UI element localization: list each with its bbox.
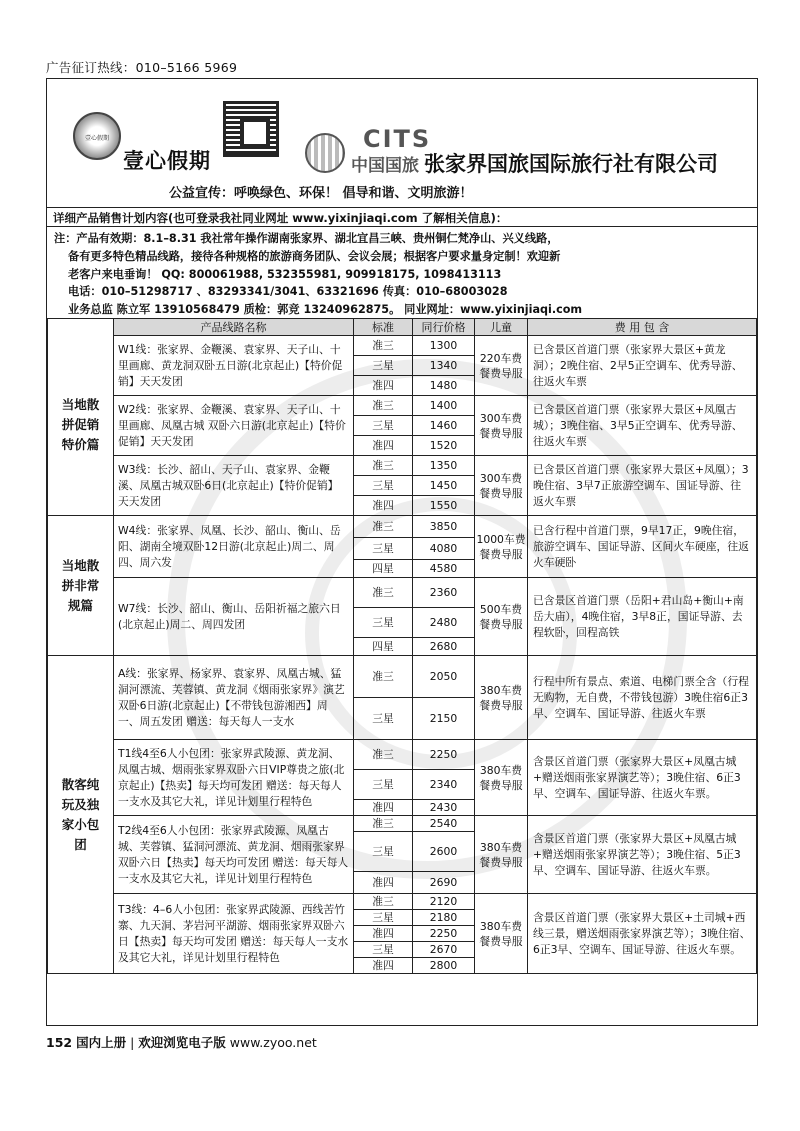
price-cell: 2250 — [413, 740, 475, 770]
table-row — [48, 740, 757, 770]
fees-cell: 已含景区首道门票（张家界大景区+黄龙洞）；2晚住宿、2早5正空调车、优秀导游、往返火车票 — [528, 336, 757, 396]
qr-code-icon — [223, 101, 279, 157]
col-child: 儿童 — [475, 319, 528, 336]
category-cell: 当地散拼非常规篇 — [48, 516, 114, 656]
price-cell: 2800 — [413, 958, 475, 974]
std-cell: 三星 — [354, 538, 413, 560]
route-cell: T3线：4–6人小包团：张家界武陵源、西线苦竹寨、九天洞、茅岩河平湖游、烟雨张家界双卧六日【热卖】每天均可发团 赠送：每天每人一支水及其它大礼，详见计划里行程特色 — [114, 894, 354, 974]
table-row — [48, 336, 757, 356]
route-cell: T1线4至6人小包团：张家界武陵源、黄龙洞、凤凰古城、烟雨张家界双卧六日VIP尊贵之旅(北京起止)【热卖】每天均可发团 赠送：每天每人一支水及其它大礼，详见计划里行程特色 — [114, 740, 354, 816]
footer-slogan: 欢迎浏览电子版 — [138, 1035, 226, 1050]
note-line: 业务总监 陈立军 13910568479 质检：郭竞 13240962875。 同业网址：www.yixinjiaqi.com — [68, 303, 583, 317]
std-cell: 准三 — [354, 516, 413, 538]
std-cell: 三星 — [354, 832, 413, 872]
fees-cell: 已含景区首道门票（岳阳+君山岛+衡山+南岳大庙），4晚住宿，3早8正，国证导游、去程软卧，回程高铁 — [528, 578, 757, 656]
yixin-logo-text: 壹心假期 — [84, 135, 109, 142]
route-cell: W4线：张家界、凤凰、长沙、韶山、衡山、岳阳、湖南全境双卧12日游(北京起止)周二、周四、周六发 — [114, 516, 354, 578]
std-cell: 准四 — [354, 376, 413, 396]
child-cell: 500车费餐费导服 — [475, 578, 528, 656]
price-cell: 2050 — [413, 656, 475, 698]
table-row — [48, 516, 757, 538]
col-route: 产品线路名称 — [114, 319, 354, 336]
price-cell: 2690 — [413, 872, 475, 894]
price-cell: 2180 — [413, 910, 475, 926]
price-table — [47, 318, 757, 974]
price-cell: 3850 — [413, 516, 475, 538]
std-cell: 四星 — [354, 638, 413, 656]
price-cell: 1520 — [413, 436, 475, 456]
price-cell: 2340 — [413, 770, 475, 800]
fees-cell: 含景区首道门票（张家界大景区+凤凰古城+赠送烟雨张家界演艺等）；3晚住宿、5正3早、空调车、国证导游、往返火车票。 — [528, 816, 757, 894]
fees-cell: 已含景区首道门票（张家界大景区+凤凰古城）；3晚住宿、3早5正空调车、优秀导游、往返火车票 — [528, 396, 757, 456]
price-cell: 2670 — [413, 942, 475, 958]
route-cell: W7线：长沙、韶山、衡山、岳阳祈福之旅六日(北京起止)周二、周四发团 — [114, 578, 354, 656]
intro-line: 详细产品销售计划内容(也可登录我社同业网址 www.yixinjiaqi.com 了解相关信息)： — [47, 207, 757, 227]
std-cell: 三星 — [354, 942, 413, 958]
price-cell: 2480 — [413, 608, 475, 638]
table-row — [48, 816, 757, 832]
col-standard: 标准 — [354, 319, 413, 336]
price-cell: 2250 — [413, 926, 475, 942]
table-row — [48, 456, 757, 476]
price-cell: 1460 — [413, 416, 475, 436]
child-cell: 380车费餐费导服 — [475, 740, 528, 816]
std-cell: 准四 — [354, 958, 413, 974]
route-cell: W1线：张家界、金鞭溪、袁家界、天子山、十里画廊、黄龙洞双卧五日游(北京起止)【特价促销】天天发团 — [114, 336, 354, 396]
section-name: 国内上册 — [76, 1035, 127, 1050]
page-number: 152 — [46, 1035, 73, 1050]
std-cell: 三星 — [354, 356, 413, 376]
child-cell: 220车费餐费导服 — [475, 336, 528, 396]
ad-hotline: 广告征订热线：010–5166 5969 — [46, 60, 238, 75]
yixin-logo-icon — [73, 112, 121, 160]
std-cell: 准三 — [354, 816, 413, 832]
fees-cell: 已含行程中首道门票，9早17正，9晚住宿，旅游空调车、国证导游、区间火车硬座，往返火车硬卧 — [528, 516, 757, 578]
col-fees: 费 用 包 含 — [528, 319, 757, 336]
route-cell: T2线4至6人小包团：张家界武陵源、凤凰古城、芙蓉镇、猛洞河漂流、黄龙洞、烟雨张家界双卧六日【热卖】每天均可发团 赠送：每天每人一支水及其它大礼，详见计划里行程特色 — [114, 816, 354, 894]
table-row — [48, 656, 757, 698]
child-cell: 300车费餐费导服 — [475, 456, 528, 516]
std-cell: 准三 — [354, 456, 413, 476]
route-cell: W2线：张家界、金鞭溪、袁家界、天子山、十里画廊、凤凰古城 双卧六日游(北京起止)【特价促销】天天发团 — [114, 396, 354, 456]
price-cell: 2360 — [413, 578, 475, 608]
price-cell: 4580 — [413, 560, 475, 578]
child-cell: 380车费餐费导服 — [475, 816, 528, 894]
price-cell: 1550 — [413, 496, 475, 516]
std-cell: 准三 — [354, 336, 413, 356]
category-cell: 散客纯玩及独家小包团 — [48, 656, 114, 974]
price-cell: 2680 — [413, 638, 475, 656]
notes-block — [47, 227, 757, 318]
note-line: 电话：010–51298717 、83293341/3041、63321696 传真：010–68003028 — [68, 285, 508, 299]
route-cell: W3线：长沙、韶山、天子山、袁家界、金鞭溪、凤凰古城双卧6日(北京起止)【特价促销】天天发团 — [114, 456, 354, 516]
child-cell: 380车费餐费导服 — [475, 894, 528, 974]
std-cell: 准三 — [354, 894, 413, 910]
col-price: 同行价格 — [413, 319, 475, 336]
child-cell: 1000车费餐费导服 — [475, 516, 528, 578]
std-cell: 三星 — [354, 416, 413, 436]
price-cell: 1480 — [413, 376, 475, 396]
corner-cell — [48, 319, 114, 336]
public-slogan: 公益宣传：呼唤绿色、环保！ 倡导和谐、文明旅游！ — [169, 186, 473, 201]
ad-header — [47, 79, 757, 207]
std-cell: 准三 — [354, 578, 413, 608]
table-row — [48, 578, 757, 608]
std-cell: 准四 — [354, 926, 413, 942]
note-line: 注：产品有效期：8.1–8.31 我社常年操作湖南张家界、湖北宜昌三峡、贵州铜仁梵净山、兴义线路， — [54, 232, 559, 245]
std-cell: 三星 — [354, 476, 413, 496]
price-cell: 1400 — [413, 396, 475, 416]
cits-cn-text: 中国国旅 — [351, 156, 419, 176]
category-cell: 当地散拼促销特价篇 — [48, 336, 114, 516]
child-cell: 380车费餐费导服 — [475, 656, 528, 740]
table-row — [48, 894, 757, 910]
std-cell: 四星 — [354, 560, 413, 578]
std-cell: 准三 — [354, 656, 413, 698]
price-cell: 2430 — [413, 800, 475, 816]
std-cell: 三星 — [354, 770, 413, 800]
std-cell: 准三 — [354, 396, 413, 416]
table-header — [48, 319, 757, 336]
price-cell: 2540 — [413, 816, 475, 832]
std-cell: 准三 — [354, 740, 413, 770]
footer: 152 国内上册 | 欢迎浏览电子版 www.zyoo.net — [46, 1035, 317, 1050]
cits-globe-icon — [305, 133, 345, 173]
fees-cell: 行程中所有景点、索道、电梯门票全含（行程无购物，无自费，不带钱包游）3晚住宿6正3早、空调车、国证导游、往返火车票 — [528, 656, 757, 740]
price-cell: 2600 — [413, 832, 475, 872]
note-line: 备有更多特色精品线路，接待各种规格的旅游商务团队、会议会展；根据客户要求量身定制！欢迎新 — [68, 249, 561, 263]
price-cell: 2150 — [413, 698, 475, 740]
brand-yixin: 壹心假期 — [123, 149, 211, 173]
table-row — [48, 396, 757, 416]
brand-zjj-cits: 张家界国旅国际旅行社有限公司 — [424, 152, 718, 176]
std-cell: 三星 — [354, 910, 413, 926]
fees-cell: 含景区首道门票（张家界大景区+凤凰古城+赠送烟雨张家界演艺等）；3晚住宿、6正3早、空调车、国证导游、往返火车票。 — [528, 740, 757, 816]
fees-cell: 已含景区首道门票（张家界大景区+凤凰）；3晚住宿、3早7正旅游空调车、国证导游、往返火车票 — [528, 456, 757, 516]
price-cell: 1350 — [413, 456, 475, 476]
fees-cell: 含景区首道门票（张家界大景区+土司城+西线三景，赠送烟雨张家界演艺等）；3晚住宿、6正3早、空调车、国证导游、往返火车票。 — [528, 894, 757, 974]
price-cell: 1340 — [413, 356, 475, 376]
std-cell: 三星 — [354, 608, 413, 638]
std-cell: 准四 — [354, 800, 413, 816]
child-cell: 300车费餐费导服 — [475, 396, 528, 456]
std-cell: 准四 — [354, 872, 413, 894]
note-line: 老客户来电垂询！ QQ: 800061988, 532355981, 909918175, 1098413113 — [68, 267, 502, 281]
price-cell: 1450 — [413, 476, 475, 496]
price-cell: 1300 — [413, 336, 475, 356]
cits-logo-text: CITS — [363, 125, 432, 153]
price-cell: 4080 — [413, 538, 475, 560]
std-cell: 准四 — [354, 436, 413, 456]
footer-url[interactable]: www.zyoo.net — [229, 1035, 317, 1050]
std-cell: 准四 — [354, 496, 413, 516]
route-cell: A线：张家界、杨家界、袁家界、凤凰古城、猛洞河漂流、芙蓉镇、黄龙洞《烟雨张家界》演艺双卧6日游(北京起止)【不带钱包游湘西】周一、周五发团 赠送：每天每人一支水 — [114, 656, 354, 740]
std-cell: 三星 — [354, 698, 413, 740]
ad-frame — [46, 78, 758, 1026]
price-cell: 2120 — [413, 894, 475, 910]
